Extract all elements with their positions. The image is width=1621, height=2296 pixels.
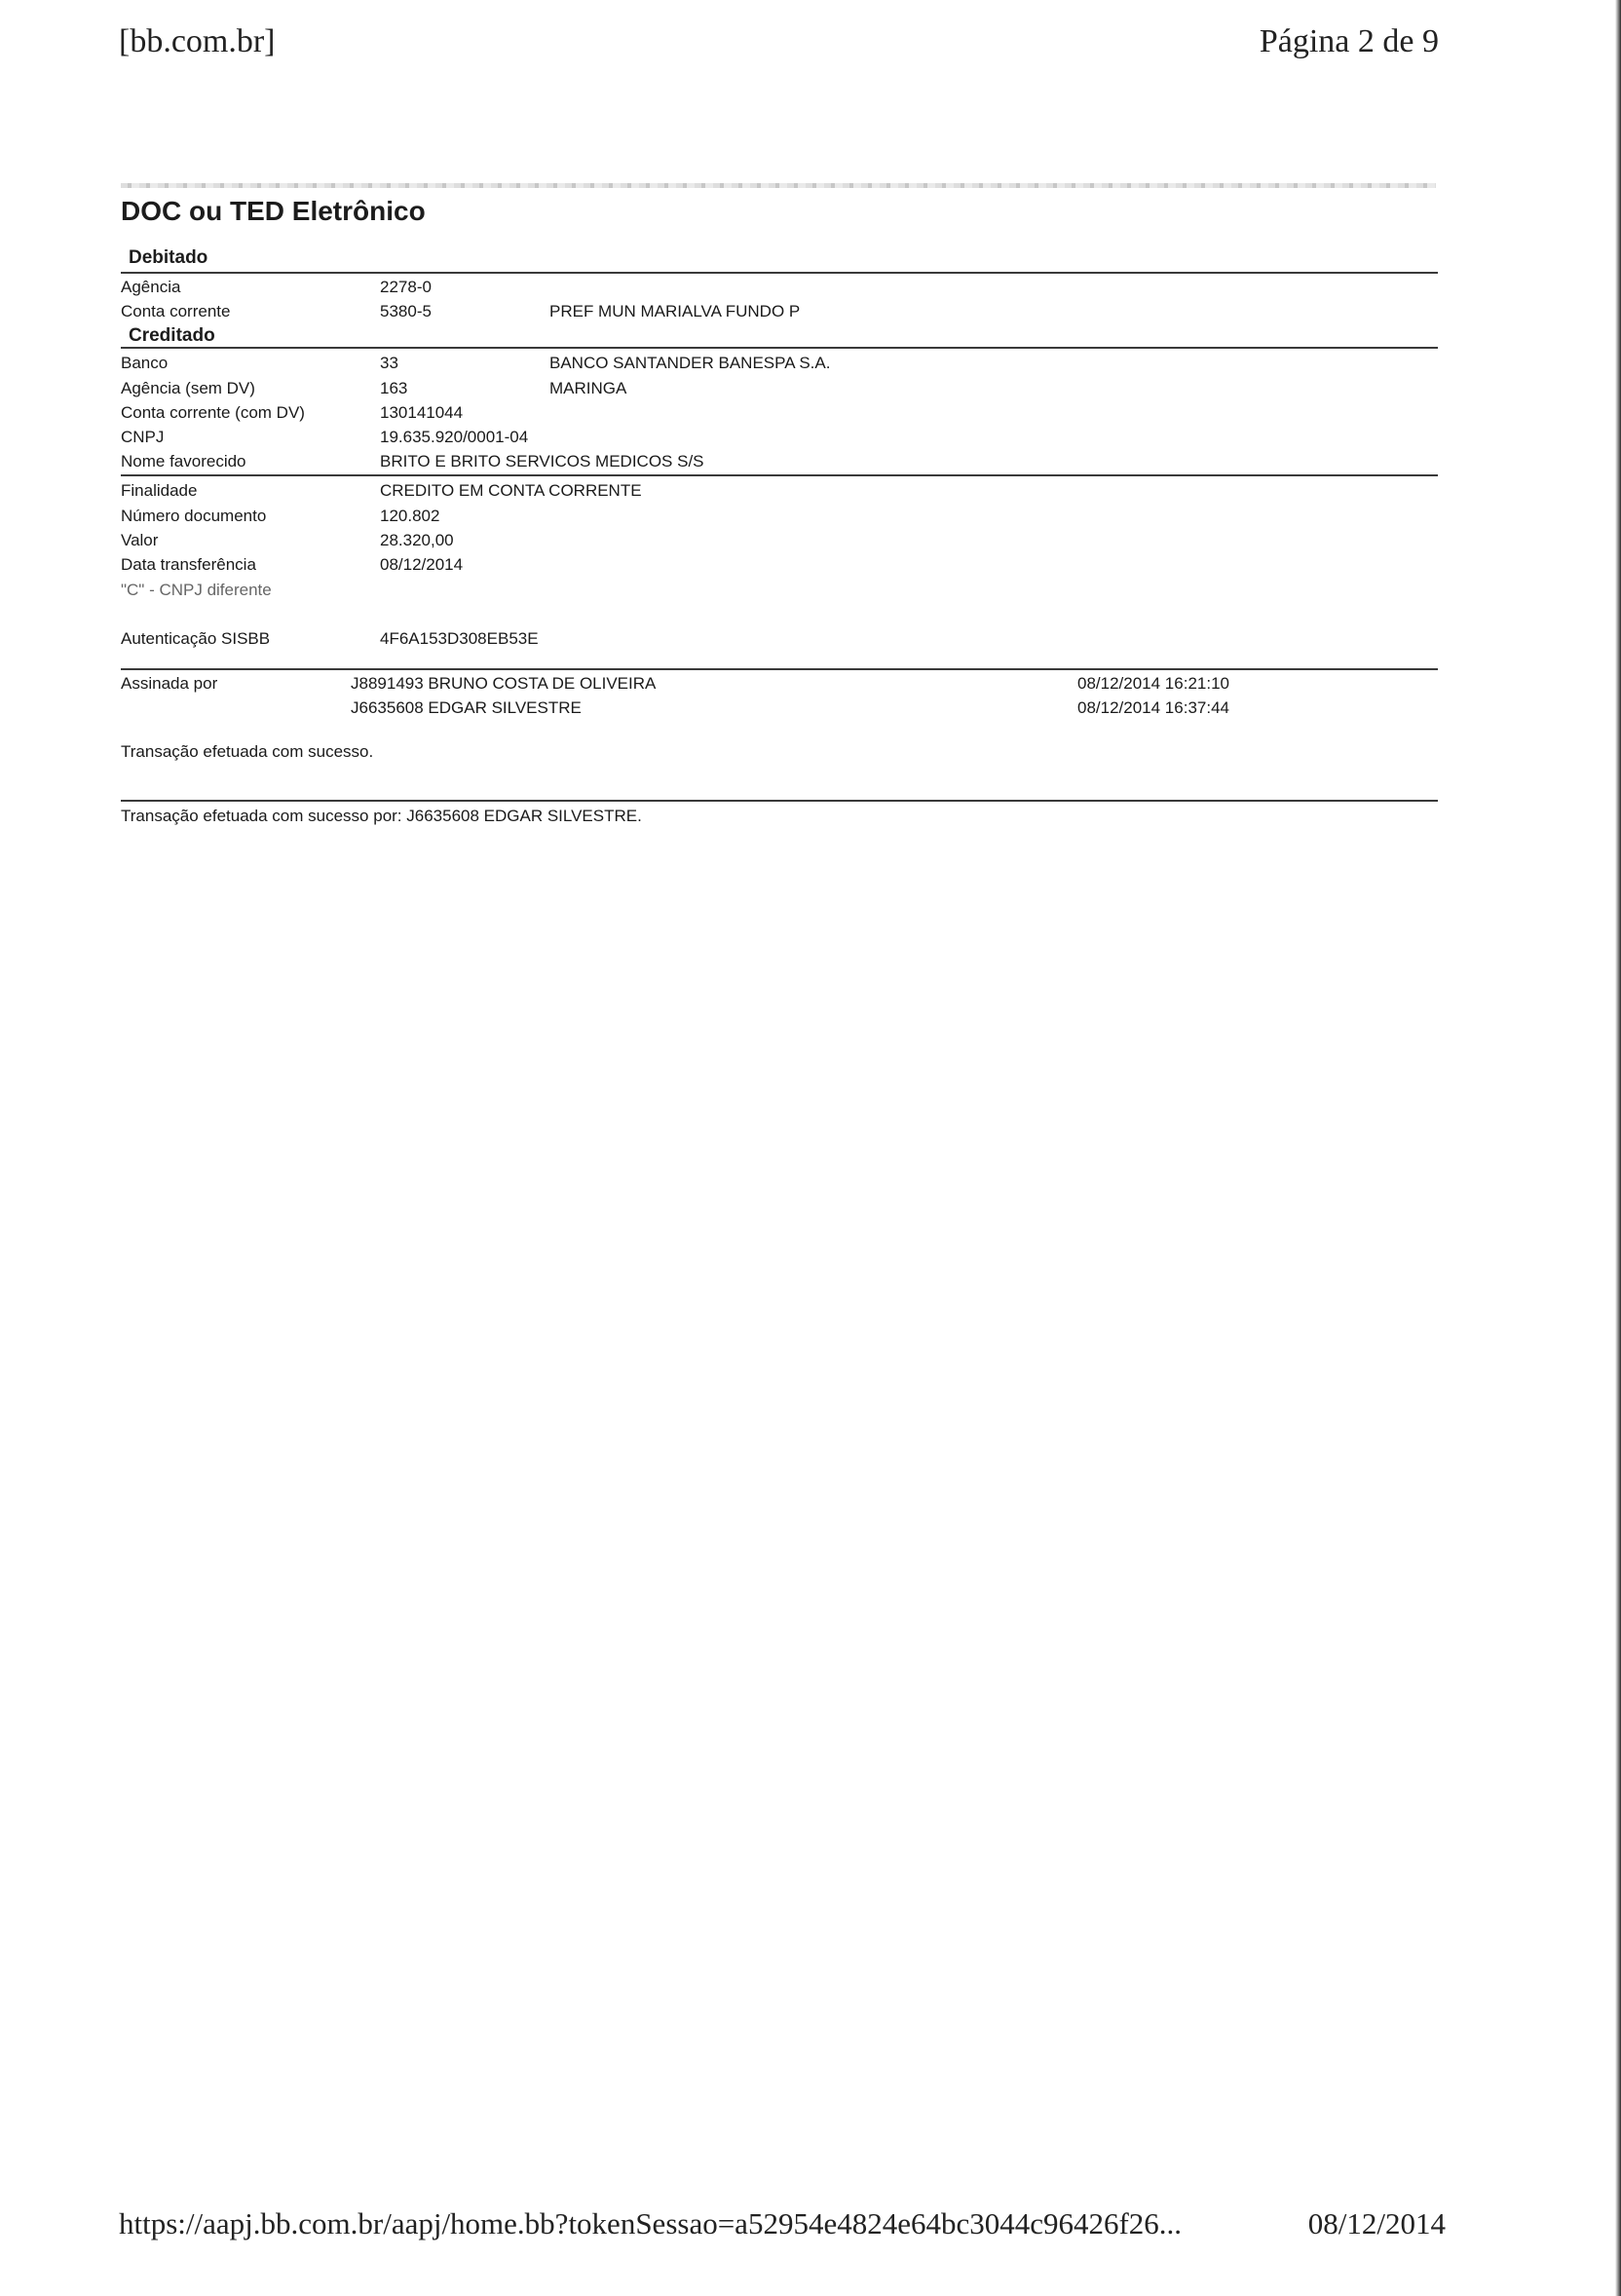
value: 28.320,00 <box>380 531 454 549</box>
section-debitado: Debitado <box>129 247 208 268</box>
label: Banco <box>121 354 169 372</box>
label: Agência <box>121 278 181 296</box>
value: 130141044 <box>380 403 464 422</box>
value: BRITO E BRITO SERVICOS MEDICOS S/S <box>380 452 704 470</box>
label: Conta corrente (com DV) <box>121 403 305 422</box>
bank-name: BANCO SANTANDER BANESPA S.A. <box>549 354 831 372</box>
signer-datetime: 08/12/2014 16:37:44 <box>1077 698 1229 717</box>
account-holder: PREF MUN MARIALVA FUNDO P <box>549 302 801 320</box>
value: CREDITO EM CONTA CORRENTE <box>380 481 642 500</box>
value: 5380-5 <box>380 302 432 320</box>
label: Autenticação SISBB <box>121 629 271 648</box>
label: Valor <box>121 531 159 549</box>
scan-edge-shadow <box>1615 0 1621 2296</box>
value: 120.802 <box>380 507 440 525</box>
label: Data transferência <box>121 555 256 574</box>
status-text: Transação efetuada com sucesso. <box>121 742 374 761</box>
status-footer-text: Transação efetuada com sucesso por: J6635608 EDGAR SILVESTRE. <box>121 807 642 825</box>
divider <box>121 347 1438 349</box>
site-header: [bb.com.br] <box>119 23 276 59</box>
document-title: DOC ou TED Eletrônico <box>121 196 426 226</box>
cnpj-note: "C" - CNPJ diferente <box>121 581 272 599</box>
value: 163 <box>380 379 408 397</box>
divider <box>121 474 1438 476</box>
footer-date: 08/12/2014 <box>1307 2206 1446 2240</box>
value: 33 <box>380 354 398 372</box>
label: Conta corrente <box>121 302 231 320</box>
divider <box>121 272 1438 274</box>
agency-name: MARINGA <box>549 379 627 397</box>
label: CNPJ <box>121 428 165 446</box>
signer-name: J6635608 EDGAR SILVESTRE <box>351 698 582 717</box>
scan-artifact-strip <box>121 183 1436 188</box>
signer-datetime: 08/12/2014 16:21:10 <box>1077 674 1229 693</box>
section-creditado: Creditado <box>129 325 215 346</box>
label: Agência (sem DV) <box>121 379 255 397</box>
divider <box>121 800 1438 802</box>
label: Número documento <box>121 507 267 525</box>
page-number: Página 2 de 9 <box>1259 23 1439 59</box>
value: 08/12/2014 <box>380 555 464 574</box>
footer-url: https://aapj.bb.com.br/aapj/home.bb?tokenSessao=a52954e4824e64bc3044c96426f26... <box>119 2206 1183 2240</box>
value: 2278-0 <box>380 278 432 296</box>
divider <box>121 668 1438 670</box>
value: 19.635.920/0001-04 <box>380 428 529 446</box>
signer-name: J8891493 BRUNO COSTA DE OLIVEIRA <box>351 674 657 693</box>
label: Assinada por <box>121 674 218 693</box>
label: Finalidade <box>121 481 198 500</box>
value: 4F6A153D308EB53E <box>380 629 539 648</box>
label: Nome favorecido <box>121 452 246 470</box>
